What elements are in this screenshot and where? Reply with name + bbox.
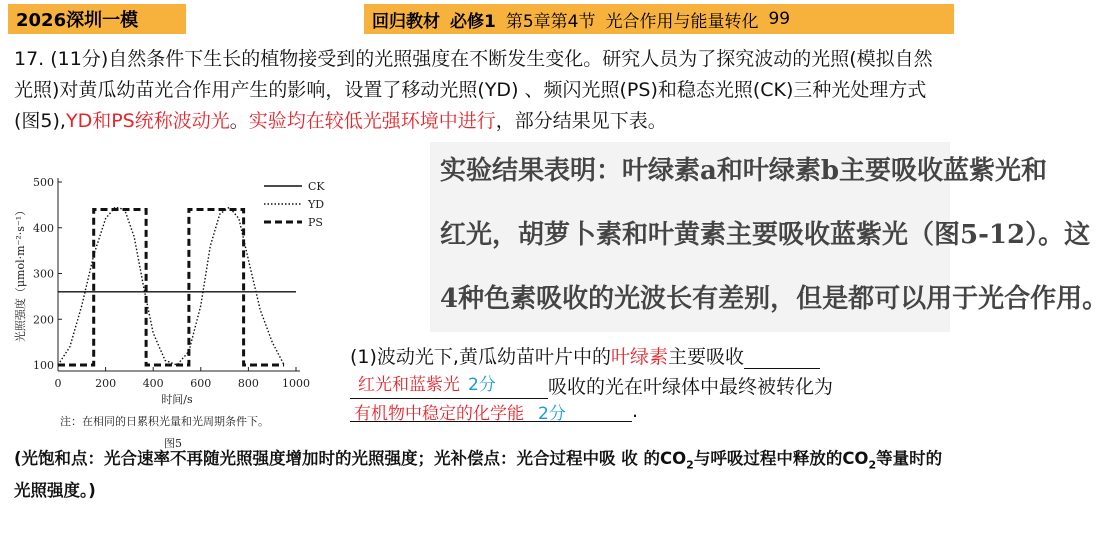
- header-book: 必修1: [450, 11, 496, 32]
- header-left-title: [8, 4, 186, 34]
- x-tick-label: 200: [95, 377, 117, 390]
- question-emphasis-1: YD和PS统称波动光: [65, 110, 230, 132]
- y-axis-label: 光照强度（μmol·m⁻²·s⁻¹）: [14, 204, 27, 343]
- header-chapter: 第5章第4节: [505, 11, 596, 32]
- x-tick-label: 800: [237, 377, 259, 390]
- x-tick-label: 1000: [282, 377, 310, 390]
- legend-label-ck: CK: [308, 180, 325, 193]
- subquestion-text-3: 吸收的光在叶绿体中最终被转化为: [548, 376, 834, 398]
- y-tick-label: 300: [33, 267, 54, 281]
- header-right-title: [364, 4, 954, 34]
- legend-label-ps: PS: [308, 216, 323, 229]
- series-ps-line: [58, 210, 284, 366]
- note-text-2: 与呼吸过程中释放的CO: [693, 449, 869, 468]
- answer-1-points: 2分: [468, 375, 496, 395]
- textbook-excerpt: [430, 142, 1108, 332]
- excerpt-line-2: 红光，胡萝卜素和叶黄素主要吸收蓝紫光（图5-12）。这: [440, 220, 1091, 250]
- excerpt-line-1: 实验结果表明：叶绿素a和叶绿素b主要吸收蓝紫光和: [440, 156, 1048, 186]
- note-sub-1: 2: [686, 458, 694, 472]
- legend-label-yd: YD: [308, 198, 325, 211]
- x-tick-label: 400: [142, 377, 164, 390]
- subquestion-emphasis: 叶绿素: [610, 346, 668, 368]
- x-axis-label: 时间/s: [161, 393, 193, 406]
- exam-title: 2026深圳一模: [16, 10, 139, 31]
- answer-blank-1a: [744, 350, 820, 369]
- subquestion-text-2: 主要吸收: [667, 346, 744, 368]
- question-emphasis-2: 实验均在较低光强环境中进行: [248, 110, 496, 132]
- chart-caption: 图5: [164, 437, 182, 450]
- note-sub-2: 2: [868, 458, 877, 472]
- note-text-3: 等量时的光照强度。): [14, 449, 943, 501]
- question-stem: [14, 44, 944, 137]
- definition-note: [14, 446, 944, 504]
- figure-5-chart: [14, 168, 344, 450]
- y-tick-label: 400: [33, 221, 54, 235]
- series-yd-line: [58, 207, 284, 365]
- y-tick-label: 500: [33, 176, 54, 189]
- answer-1: [358, 370, 496, 395]
- answer-2: [354, 399, 566, 424]
- subquestion-text-4: .: [632, 400, 639, 422]
- excerpt-line-3: 4种色素吸收的光波长有差别，但是都可以用于光合作用。: [440, 284, 1108, 314]
- chart-note: 注：在相同的日累积光量和光周期条件下。: [60, 415, 269, 428]
- light-intensity-chart: [14, 168, 344, 450]
- subquestion-text-1: (1)波动光下,黄瓜幼苗叶片中的: [350, 346, 611, 368]
- x-tick-label: 600: [190, 377, 212, 390]
- question-text-3: ，部分结果见下表。: [495, 110, 667, 132]
- header-page: 99: [768, 9, 791, 29]
- answer-2-text: 有机物中稳定的化学能: [354, 404, 524, 424]
- answer-2-points: 2分: [538, 404, 566, 424]
- subquestion-line-1: [350, 342, 820, 369]
- question-text-2: 。: [229, 110, 249, 132]
- answer-1-text: 红光和蓝紫光: [358, 375, 460, 395]
- x-tick-label: 0: [54, 377, 62, 390]
- question-text-1: 17. (11分)自然条件下生长的植物接受到的光照强度在不断发生变化。研究人员为了探究波动的光照(模拟自然光照)对黄瓜幼苗光合作用产生的影响，设置了移动光照(YD) 、频闪光照(PS)和稳态光照(CK)三种光处理方式(图5),: [14, 48, 933, 132]
- y-tick-label: 100: [33, 359, 54, 372]
- header-prefix: 回归教材: [372, 11, 440, 32]
- header-topic: 光合作用与能量转化: [605, 11, 759, 32]
- note-text-1: (光饱和点：光合速率不再随光照强度增加时的光照强度；光补偿点：光合过程中吸 收 的CO: [14, 449, 687, 468]
- y-tick-label: 200: [33, 313, 54, 327]
